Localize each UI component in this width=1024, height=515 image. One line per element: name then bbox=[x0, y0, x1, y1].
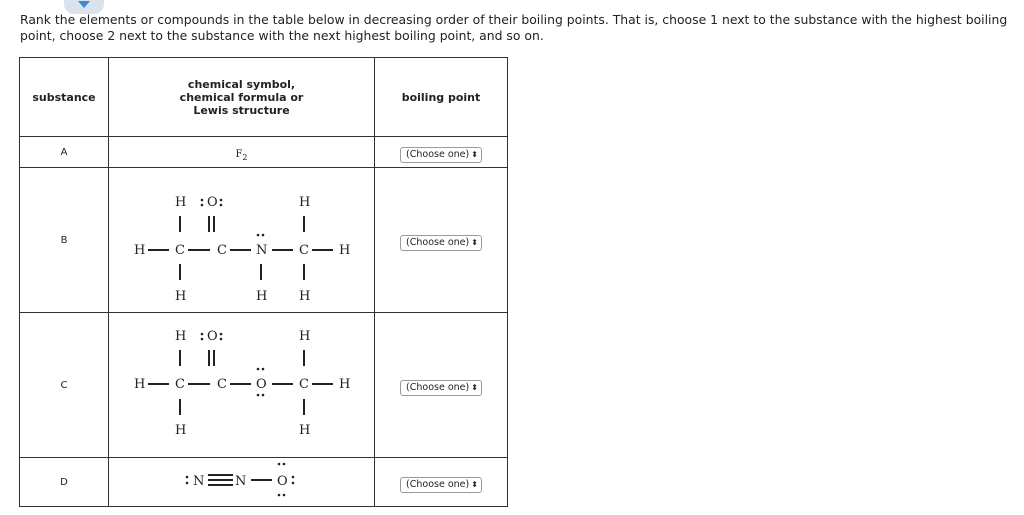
rank-select-c[interactable]: (Choose one) ⬍ bbox=[400, 380, 482, 396]
atom-n: N bbox=[234, 474, 246, 489]
atom-o: O bbox=[276, 474, 288, 489]
table-row bbox=[20, 168, 508, 313]
updown-arrows-icon: ⬍ bbox=[471, 237, 478, 247]
header-substance: substance bbox=[20, 58, 109, 137]
atom-h: H bbox=[298, 329, 310, 344]
boiling-point-cell-c bbox=[375, 313, 508, 458]
atom-h: H bbox=[133, 377, 145, 392]
updown-arrows-icon: ⬍ bbox=[471, 382, 478, 392]
atom-h: H bbox=[174, 289, 186, 304]
substance-letter-a: A bbox=[20, 137, 109, 168]
ranking-table bbox=[19, 57, 508, 507]
atom-h: H bbox=[255, 289, 267, 304]
atom-h: H bbox=[298, 195, 310, 210]
atom-n: N bbox=[192, 474, 204, 489]
boiling-point-cell-a bbox=[375, 137, 508, 168]
atom-h: H bbox=[338, 243, 350, 258]
updown-arrows-icon: ⬍ bbox=[471, 479, 478, 489]
formula-a bbox=[109, 137, 375, 168]
table-row bbox=[20, 458, 508, 507]
atom-c: C bbox=[216, 243, 227, 258]
lewis-structure-c-drawing bbox=[110, 313, 374, 453]
atom-h: H bbox=[298, 423, 310, 438]
boiling-point-cell-d bbox=[375, 458, 508, 507]
atom-h: H bbox=[174, 423, 186, 438]
atom-h: H bbox=[298, 289, 310, 304]
atom-o: O bbox=[206, 329, 218, 344]
atom-n: N bbox=[255, 243, 267, 258]
formula-f2: $F_2$ bbox=[235, 149, 248, 162]
instructions-text: Rank the elements or compounds in the table below in decreasing order of their boiling points. That is, choose 1 next to the substance with the highest boiling point, choose 2 next to the substance with the next highest boiling point, and so on. bbox=[20, 12, 1008, 43]
lewis-structure-d-drawing bbox=[110, 458, 374, 502]
header-formula: chemical symbol, chemical formula or Lewis structure bbox=[109, 58, 375, 137]
lewis-structure-b-drawing bbox=[110, 168, 374, 308]
lewis-structure-b bbox=[109, 168, 375, 313]
substance-letter-b: B bbox=[20, 168, 109, 313]
atom-c: C bbox=[216, 377, 227, 392]
substance-letter-d: D bbox=[20, 458, 109, 507]
atom-c: C bbox=[174, 377, 185, 392]
atom-h: H bbox=[174, 195, 186, 210]
atom-h: H bbox=[133, 243, 145, 258]
lewis-structure-c bbox=[109, 313, 375, 458]
atom-h: H bbox=[174, 329, 186, 344]
atom-h: H bbox=[338, 377, 350, 392]
atom-o: O bbox=[255, 377, 267, 392]
table-row bbox=[20, 137, 508, 168]
atom-c: C bbox=[174, 243, 185, 258]
table-row bbox=[20, 313, 508, 458]
rank-select-a[interactable]: (Choose one) ⬍ bbox=[400, 147, 482, 163]
boiling-point-cell-b bbox=[375, 168, 508, 313]
rank-select-d[interactable]: (Choose one) ⬍ bbox=[400, 477, 482, 493]
atom-c: C bbox=[298, 377, 309, 392]
header-boiling-point: boiling point bbox=[375, 58, 508, 137]
lewis-structure-d bbox=[109, 458, 375, 507]
atom-c: C bbox=[298, 243, 309, 258]
updown-arrows-icon: ⬍ bbox=[471, 149, 478, 159]
chevron-down-icon bbox=[78, 1, 90, 8]
rank-select-b[interactable]: (Choose one) ⬍ bbox=[400, 235, 482, 251]
substance-letter-c: C bbox=[20, 313, 109, 458]
atom-o: O bbox=[206, 195, 218, 210]
